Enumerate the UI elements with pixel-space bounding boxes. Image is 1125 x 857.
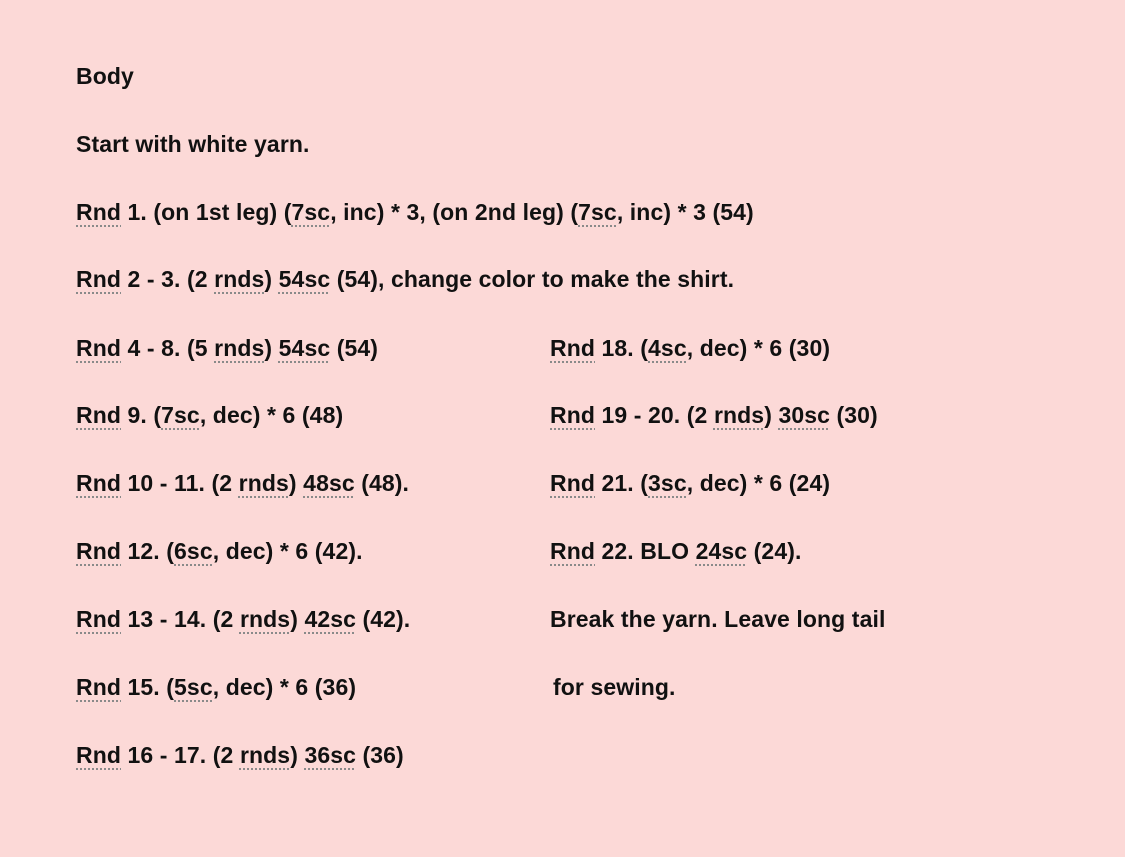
spellcheck-flagged-word: 42sc [304,606,357,632]
finishing-note [550,605,885,633]
spellcheck-flagged-word: Rnd [76,470,122,496]
line-text: , inc) * 3, (on 2nd leg) ( [330,199,579,225]
spellcheck-flagged-word: Rnd [76,538,122,564]
line-text: ) [290,606,305,632]
line-text: 22. BLO [595,538,696,564]
round-line [76,265,734,293]
spellcheck-flagged-word: Rnd [76,335,122,361]
line-text: 12. ( [121,538,175,564]
round-line [76,605,410,633]
line-text: (24). [747,538,802,564]
line-text: , inc) * 3 (54) [616,199,754,225]
line-text: , dec) * 6 (36) [212,674,357,700]
round-line [550,537,801,565]
line-text: (54), change color to make the shirt. [330,266,735,292]
line-text: ) [288,470,304,496]
spellcheck-flagged-word: Rnd [76,742,122,768]
spellcheck-flagged-word: 7sc [578,199,617,225]
line-text: 4 - 8. (5 [121,335,215,361]
spellcheck-flagged-word: rnds [214,335,265,361]
line-text: ) [264,266,279,292]
line-text: 21. ( [595,470,649,496]
spellcheck-flagged-word: 3sc [648,470,687,496]
spellcheck-flagged-word: 54sc [278,266,331,292]
spellcheck-flagged-word: 5sc [174,674,213,700]
spellcheck-flagged-word: Rnd [550,335,596,361]
line-text: 19 - 20. (2 [595,402,714,428]
spellcheck-flagged-word: 4sc [648,335,687,361]
spellcheck-flagged-word: 6sc [174,538,213,564]
spellcheck-flagged-word: Rnd [76,402,122,428]
line-text: ) [290,742,305,768]
line-text: for sewing. [553,674,676,700]
spellcheck-flagged-word: rnds [214,266,265,292]
line-text: 16 - 17. (2 [121,742,240,768]
line-text: Break the yarn. Leave long tail [550,606,886,632]
spellcheck-flagged-word: rnds [238,470,289,496]
round-line [76,401,343,429]
round-line [550,469,830,497]
line-text: , dec) * 6 (24) [686,470,831,496]
line-text: 10 - 11. (2 [121,470,239,496]
line-text: ) [264,335,279,361]
line-text: 13 - 14. (2 [121,606,240,632]
spellcheck-flagged-word: 7sc [161,402,200,428]
spellcheck-flagged-word: 7sc [291,199,331,225]
spellcheck-flagged-word: rnds [239,742,291,768]
section-title: Body [76,63,134,89]
line-text: (42). [356,606,411,632]
line-text: , dec) * 6 (42). [212,538,363,564]
round-line [76,537,363,565]
spellcheck-flagged-word: Rnd [76,266,122,292]
round-line [76,673,356,701]
round-line [76,198,754,226]
line-text: 1. (on 1st leg) ( [121,199,292,225]
line-text: , dec) * 6 (30) [686,335,831,361]
line-text: 18. ( [595,335,649,361]
spellcheck-flagged-word: Rnd [550,538,596,564]
round-line [550,334,830,362]
spellcheck-flagged-word: Rnd [76,606,122,632]
line-text: , dec) * 6 (48) [199,402,344,428]
line-text: (36) [356,742,404,768]
spellcheck-flagged-word: 48sc [303,470,355,496]
round-line [76,741,404,769]
line-text: 15. ( [121,674,175,700]
spellcheck-flagged-word: 24sc [695,538,748,564]
finishing-note [553,673,676,701]
line-text: (30) [830,402,878,428]
spellcheck-flagged-word: Rnd [550,402,596,428]
line-text: (48). [354,470,410,496]
line-text: 9. ( [121,402,162,428]
spellcheck-flagged-word: Rnd [76,199,122,225]
round-line [76,334,378,362]
line-text: 2 - 3. (2 [121,266,215,292]
spellcheck-flagged-word: 54sc [278,335,331,361]
spellcheck-flagged-word: Rnd [550,470,596,496]
intro-text: Start with white yarn. [76,131,310,157]
spellcheck-flagged-word: Rnd [76,674,122,700]
spellcheck-flagged-word: rnds [713,402,765,428]
line-text: (54) [330,335,379,361]
spellcheck-flagged-word: 36sc [304,742,357,768]
round-line [550,401,878,429]
round-line [76,469,409,497]
spellcheck-flagged-word: rnds [239,606,291,632]
line-text: ) [764,402,779,428]
spellcheck-flagged-word: 30sc [778,402,831,428]
